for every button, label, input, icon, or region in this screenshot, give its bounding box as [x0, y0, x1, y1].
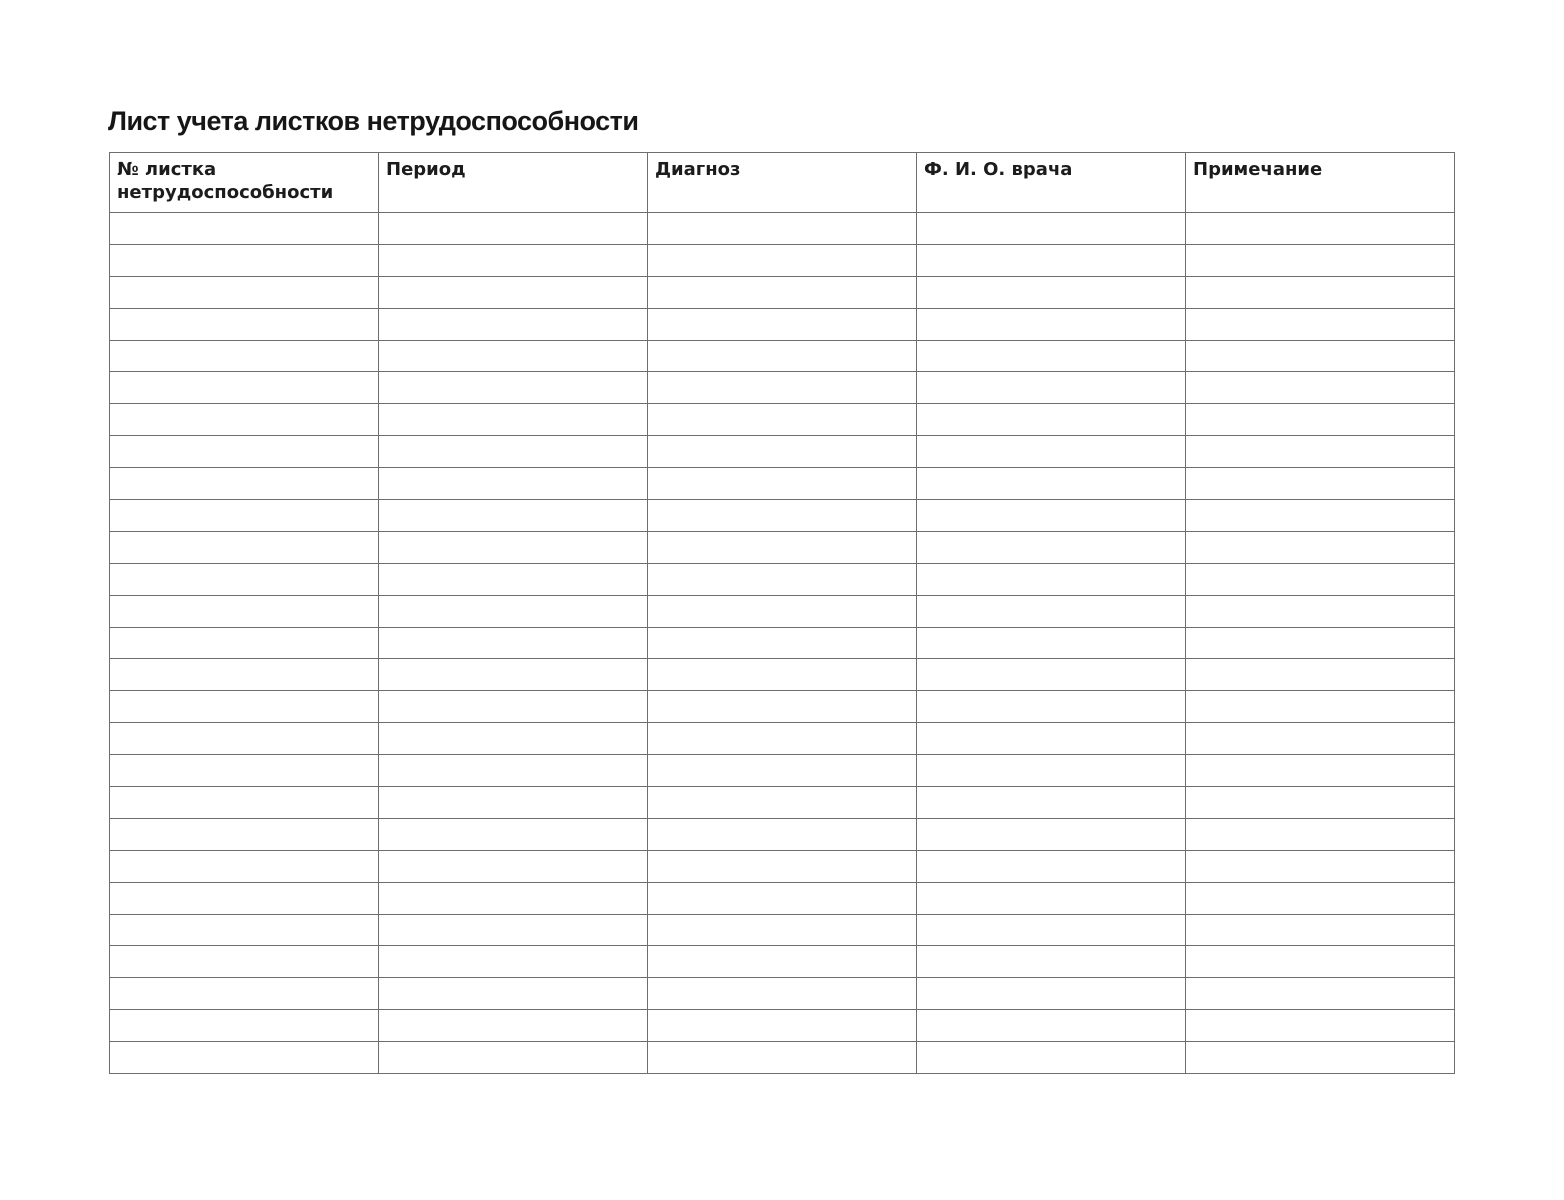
table-row — [110, 436, 1455, 468]
table-cell — [1186, 372, 1455, 404]
table-cell — [379, 404, 648, 436]
table-cell — [379, 563, 648, 595]
table-cell — [917, 340, 1186, 372]
table-cell — [917, 468, 1186, 500]
table-cell — [110, 340, 379, 372]
table-row — [110, 818, 1455, 850]
table-cell — [110, 978, 379, 1010]
table-cell — [917, 244, 1186, 276]
table-cell — [917, 691, 1186, 723]
table-cell — [379, 595, 648, 627]
table-cell — [648, 500, 917, 532]
column-header-doctor-name: Ф. И. О. врача — [917, 153, 1186, 213]
table-cell — [917, 1010, 1186, 1042]
table-cell — [1186, 563, 1455, 595]
table-cell — [110, 755, 379, 787]
table-cell — [379, 500, 648, 532]
column-header-note: Примечание — [1186, 153, 1455, 213]
table-cell — [379, 213, 648, 245]
table-cell — [110, 914, 379, 946]
table-cell — [110, 1042, 379, 1074]
table-cell — [110, 276, 379, 308]
table-row — [110, 659, 1455, 691]
table-cell — [648, 787, 917, 819]
table-cell — [917, 1042, 1186, 1074]
table-row — [110, 978, 1455, 1010]
table-cell — [648, 882, 917, 914]
table-cell — [917, 787, 1186, 819]
table-cell — [648, 946, 917, 978]
table-cell — [648, 244, 917, 276]
table-cell — [110, 850, 379, 882]
table-cell — [1186, 723, 1455, 755]
table-cell — [110, 1010, 379, 1042]
table-cell — [648, 372, 917, 404]
table-cell — [1186, 850, 1455, 882]
table-cell — [1186, 340, 1455, 372]
table-cell — [648, 850, 917, 882]
table-cell — [379, 818, 648, 850]
table-cell — [379, 627, 648, 659]
table-cell — [110, 946, 379, 978]
table-cell — [379, 1042, 648, 1074]
table-cell — [917, 404, 1186, 436]
table-cell — [648, 563, 917, 595]
table-row — [110, 340, 1455, 372]
table-cell — [917, 978, 1186, 1010]
table-cell — [648, 627, 917, 659]
table-cell — [917, 436, 1186, 468]
table-cell — [1186, 468, 1455, 500]
table-cell — [379, 946, 648, 978]
table-row — [110, 627, 1455, 659]
table-cell — [917, 882, 1186, 914]
table-cell — [1186, 882, 1455, 914]
table-cell — [917, 276, 1186, 308]
table-cell — [917, 213, 1186, 245]
table-row — [110, 1010, 1455, 1042]
table-cell — [1186, 978, 1455, 1010]
table-cell — [648, 340, 917, 372]
table-row — [110, 372, 1455, 404]
table-cell — [1186, 787, 1455, 819]
table-cell — [110, 627, 379, 659]
table-cell — [648, 1010, 917, 1042]
table-cell — [648, 723, 917, 755]
table-cell — [379, 308, 648, 340]
table-cell — [917, 850, 1186, 882]
table-cell — [1186, 691, 1455, 723]
table-cell — [1186, 595, 1455, 627]
column-header-diagnosis: Диагноз — [648, 153, 917, 213]
table-cell — [379, 531, 648, 563]
table-cell — [648, 531, 917, 563]
table-cell — [379, 436, 648, 468]
table-cell — [379, 978, 648, 1010]
table-cell — [648, 404, 917, 436]
table-cell — [379, 340, 648, 372]
table-row — [110, 468, 1455, 500]
table-cell — [110, 882, 379, 914]
sick-leave-table — [109, 152, 1455, 1074]
table-cell — [648, 1042, 917, 1074]
table-row — [110, 946, 1455, 978]
table-cell — [379, 914, 648, 946]
table-cell — [379, 723, 648, 755]
table-cell — [110, 213, 379, 245]
table-cell — [379, 755, 648, 787]
table-cell — [648, 595, 917, 627]
table-cell — [917, 818, 1186, 850]
table-cell — [1186, 276, 1455, 308]
table-cell — [917, 914, 1186, 946]
table-cell — [648, 818, 917, 850]
table-cell — [648, 978, 917, 1010]
table-cell — [1186, 946, 1455, 978]
table-cell — [1186, 244, 1455, 276]
header-row — [110, 153, 1455, 213]
table-cell — [917, 500, 1186, 532]
table-cell — [1186, 659, 1455, 691]
table-cell — [379, 244, 648, 276]
table-cell — [379, 659, 648, 691]
table-cell — [1186, 500, 1455, 532]
table-cell — [110, 818, 379, 850]
table-cell — [379, 882, 648, 914]
table-row — [110, 500, 1455, 532]
column-header-sheet-number: № листка нетрудоспособности — [110, 153, 379, 213]
table-cell — [379, 691, 648, 723]
table-cell — [648, 755, 917, 787]
table-cell — [110, 691, 379, 723]
table-cell — [110, 404, 379, 436]
table-cell — [917, 563, 1186, 595]
table-cell — [917, 308, 1186, 340]
table-cell — [917, 372, 1186, 404]
table-row — [110, 595, 1455, 627]
table-cell — [110, 500, 379, 532]
table-row — [110, 404, 1455, 436]
table-cell — [917, 627, 1186, 659]
table-row — [110, 276, 1455, 308]
table-cell — [1186, 755, 1455, 787]
table-row — [110, 308, 1455, 340]
table-cell — [110, 372, 379, 404]
table-cell — [648, 276, 917, 308]
table-row — [110, 213, 1455, 245]
table-cell — [648, 213, 917, 245]
table-cell — [1186, 213, 1455, 245]
table-row — [110, 914, 1455, 946]
table-cell — [110, 563, 379, 595]
table-cell — [379, 850, 648, 882]
table-cell — [379, 1010, 648, 1042]
table-cell — [1186, 1010, 1455, 1042]
table-row — [110, 1042, 1455, 1074]
table-cell — [379, 787, 648, 819]
table-cell — [1186, 818, 1455, 850]
table-cell — [917, 723, 1186, 755]
table-cell — [917, 755, 1186, 787]
table-cell — [1186, 404, 1455, 436]
table-row — [110, 563, 1455, 595]
table-cell — [917, 531, 1186, 563]
table-cell — [110, 787, 379, 819]
table-body — [110, 213, 1455, 1074]
table-row — [110, 531, 1455, 563]
column-header-period: Период — [379, 153, 648, 213]
table-cell — [379, 372, 648, 404]
table-cell — [917, 659, 1186, 691]
table-cell — [648, 914, 917, 946]
table-cell — [917, 595, 1186, 627]
table-cell — [648, 691, 917, 723]
table-cell — [1186, 308, 1455, 340]
table-cell — [648, 659, 917, 691]
table-cell — [648, 468, 917, 500]
table-cell — [110, 659, 379, 691]
page-title: Лист учета листков нетрудоспособности — [108, 106, 639, 136]
table-row — [110, 691, 1455, 723]
table-cell — [1186, 914, 1455, 946]
table-cell — [110, 468, 379, 500]
table-cell — [1186, 1042, 1455, 1074]
table-cell — [1186, 531, 1455, 563]
table-row — [110, 244, 1455, 276]
table-cell — [1186, 436, 1455, 468]
table-cell — [110, 531, 379, 563]
table-cell — [648, 308, 917, 340]
table-cell — [1186, 627, 1455, 659]
table-row — [110, 787, 1455, 819]
table-row — [110, 723, 1455, 755]
table-cell — [110, 723, 379, 755]
table-row — [110, 850, 1455, 882]
table-cell — [379, 276, 648, 308]
table-cell — [110, 308, 379, 340]
table-cell — [110, 595, 379, 627]
table-cell — [648, 436, 917, 468]
table-row — [110, 755, 1455, 787]
table-cell — [379, 468, 648, 500]
table-cell — [917, 946, 1186, 978]
table-cell — [110, 436, 379, 468]
table-row — [110, 882, 1455, 914]
table-cell — [110, 244, 379, 276]
